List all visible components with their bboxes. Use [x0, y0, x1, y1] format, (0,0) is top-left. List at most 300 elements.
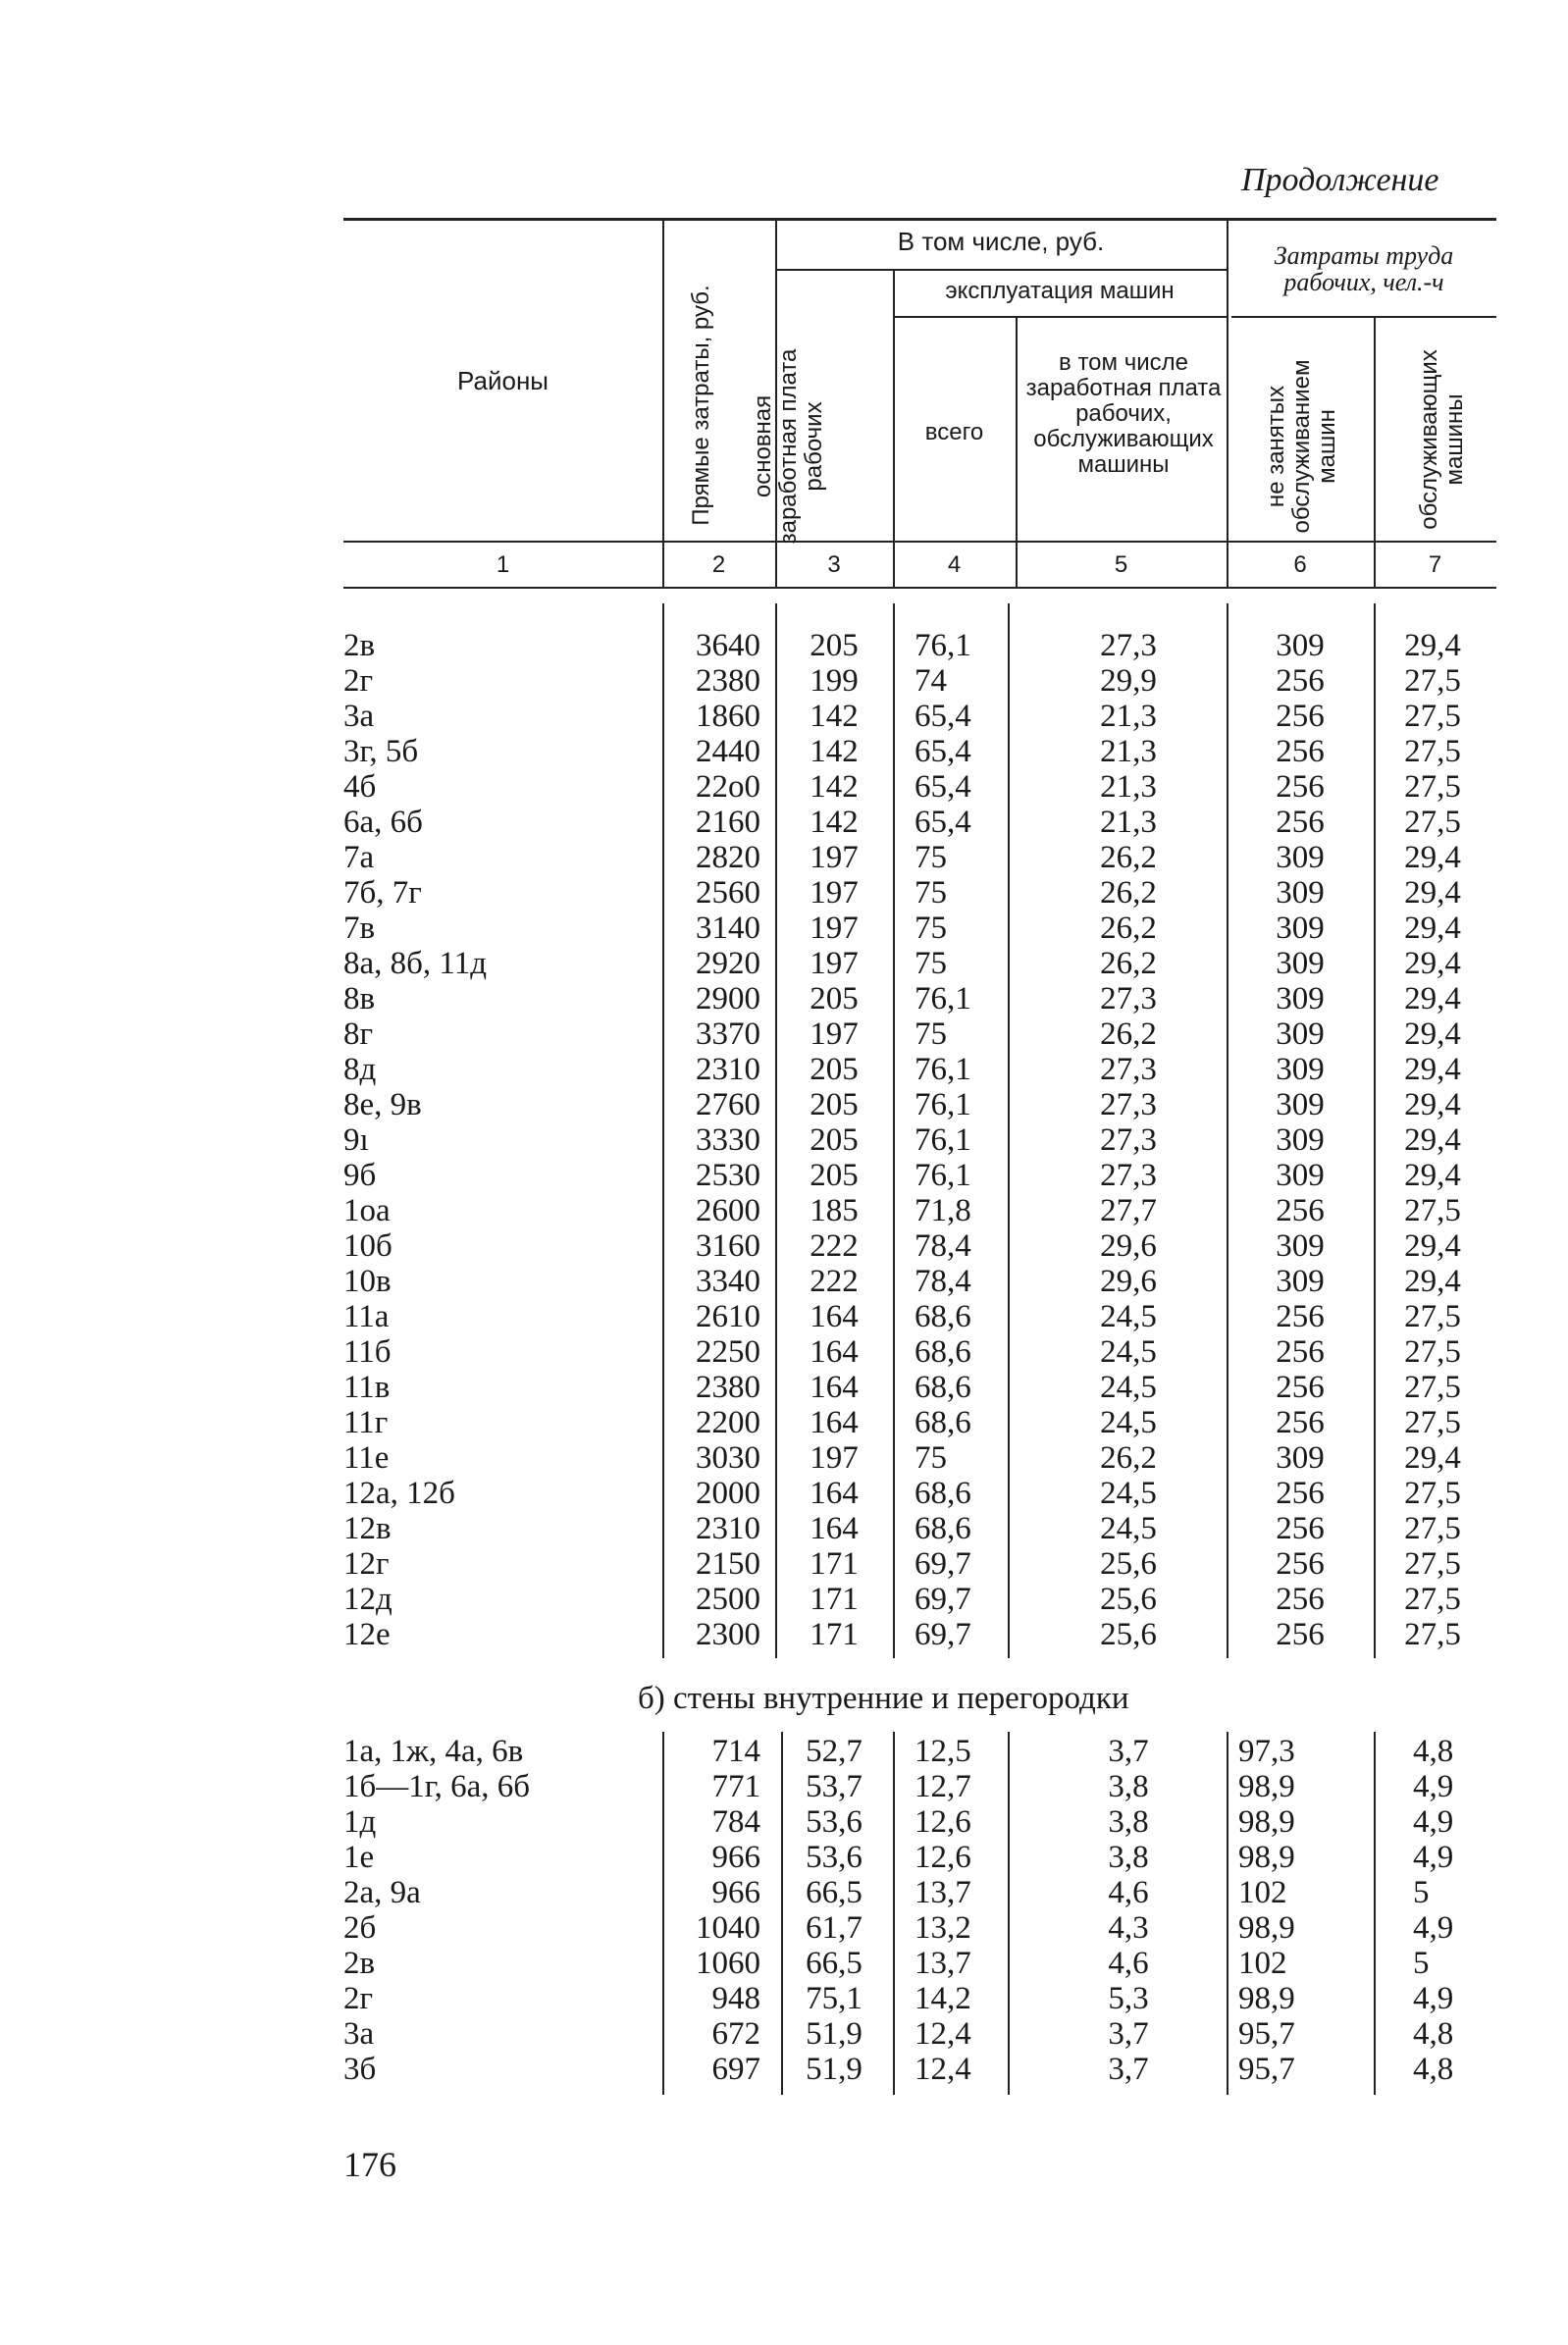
table-row: [0, 1617, 1568, 1652]
cell-wage: 51,9: [806, 2016, 862, 2052]
cell-labor-b: 27,5: [1404, 805, 1461, 840]
table-row: [0, 1582, 1568, 1617]
cell-labor-b: 29,4: [1404, 1228, 1461, 1264]
cell-machine-wage: 27,3: [1100, 1122, 1157, 1158]
cell-region: 12е: [343, 1617, 391, 1652]
cell-direct: 2440: [696, 734, 760, 769]
cell-wage: 185: [810, 1193, 859, 1228]
cell-wage: 51,9: [806, 2052, 862, 2087]
colnum-3: 3: [827, 551, 841, 578]
cell-direct: 3330: [696, 1122, 760, 1158]
cell-wage: 205: [810, 981, 859, 1016]
cell-total: 68,6: [915, 1299, 971, 1334]
cell-wage: 197: [810, 911, 859, 946]
cell-labor-a: 256: [1276, 1582, 1325, 1617]
cell-direct: 2500: [696, 1582, 760, 1617]
colnum-2: 2: [711, 551, 726, 578]
table-row: [0, 1804, 1568, 1840]
cell-wage: 171: [810, 1582, 859, 1617]
cell-machine-wage: 3,8: [1108, 1840, 1149, 1875]
cell-wage: 222: [810, 1228, 859, 1264]
cell-direct: 3640: [696, 628, 760, 663]
cell-direct: 2560: [696, 875, 760, 911]
cell-region: 8в: [343, 981, 376, 1016]
cell-labor-b: 29,4: [1404, 1052, 1461, 1087]
cell-region: 8а, 8б, 11д: [343, 946, 488, 981]
cell-region: 8г: [343, 1016, 374, 1052]
colnum-5: 5: [1114, 551, 1128, 578]
cell-wage: 164: [810, 1476, 859, 1511]
table-row: [0, 1370, 1568, 1405]
cell-machine-wage: 27,3: [1100, 1087, 1157, 1122]
cell-total: 12,4: [915, 2052, 971, 2087]
cell-total: 76,1: [915, 981, 971, 1016]
cell-labor-b: 5: [1413, 1875, 1430, 1910]
cell-labor-b: 4,9: [1413, 1840, 1454, 1875]
table-row: [0, 734, 1568, 769]
cell-machine-wage: 29,6: [1100, 1228, 1157, 1264]
cell-direct: 966: [711, 1875, 760, 1910]
cell-machine-wage: 26,2: [1100, 875, 1157, 911]
cell-total: 14,2: [915, 1981, 971, 2016]
cell-region: 1оа: [343, 1193, 391, 1228]
cell-wage: 164: [810, 1405, 859, 1440]
cell-total: 71,8: [915, 1193, 971, 1228]
cell-total: 76,1: [915, 1087, 971, 1122]
cell-machine-wage: 24,5: [1100, 1299, 1157, 1334]
cell-direct: 966: [711, 1840, 760, 1875]
cell-labor-a: 256: [1276, 1511, 1325, 1546]
table-row: [0, 1016, 1568, 1052]
cell-direct: 3030: [696, 1440, 760, 1476]
header-group-labor: Затраты труда рабочих, чел.-ч: [1274, 241, 1454, 296]
cell-region: 1е: [343, 1840, 375, 1875]
cell-labor-a: 98,9: [1238, 1769, 1295, 1804]
cell-region: 1д: [343, 1804, 377, 1840]
cell-labor-a: 98,9: [1238, 1981, 1295, 2016]
cell-region: 11а: [343, 1299, 390, 1334]
cell-region: 9б: [343, 1158, 377, 1193]
cell-total: 78,4: [915, 1228, 971, 1264]
cell-wage: 205: [810, 1122, 859, 1158]
cell-labor-a: 309: [1276, 1122, 1325, 1158]
group-machines-rule: [893, 316, 1227, 318]
table-row: [0, 1769, 1568, 1804]
cell-machine-wage: 29,9: [1100, 663, 1157, 699]
cell-region: 7в: [343, 911, 376, 946]
table-row: [0, 840, 1568, 875]
cell-labor-a: 256: [1276, 769, 1325, 805]
cell-labor-b: 27,5: [1404, 769, 1461, 805]
cell-direct: 2160: [696, 805, 760, 840]
cell-total: 65,4: [915, 734, 971, 769]
table-row: [0, 699, 1568, 734]
cell-labor-a: 309: [1276, 1016, 1325, 1052]
cell-labor-b: 4,9: [1413, 1769, 1454, 1804]
table-row: [0, 2016, 1568, 2052]
cell-direct: 2380: [696, 663, 760, 699]
cell-region: 12д: [343, 1582, 392, 1617]
cell-labor-a: 256: [1276, 1370, 1325, 1405]
cell-labor-b: 29,4: [1404, 1158, 1461, 1193]
cell-labor-a: 309: [1276, 1264, 1325, 1299]
cell-wage: 171: [810, 1546, 859, 1582]
cell-region: 12в: [343, 1511, 392, 1546]
cell-machine-wage: 5,3: [1108, 1981, 1149, 2016]
cell-total: 68,6: [915, 1476, 971, 1511]
continuation-caption: Продолжение: [1241, 162, 1439, 198]
cell-machine-wage: 26,2: [1100, 911, 1157, 946]
colnum-bottom-rule: [343, 587, 1496, 589]
cell-wage: 164: [810, 1334, 859, 1370]
cell-total: 68,6: [915, 1405, 971, 1440]
cell-direct: 2600: [696, 1193, 760, 1228]
cell-direct: 2920: [696, 946, 760, 981]
cell-total: 65,4: [915, 699, 971, 734]
colnum-7: 7: [1428, 551, 1442, 578]
cell-region: 11в: [343, 1370, 391, 1405]
cell-labor-a: 309: [1276, 946, 1325, 981]
cell-labor-b: 29,4: [1404, 875, 1461, 911]
cell-labor-b: 4,9: [1413, 1804, 1454, 1840]
cell-labor-b: 29,4: [1404, 1016, 1461, 1052]
cell-direct: 2900: [696, 981, 760, 1016]
cell-machine-wage: 4,3: [1108, 1910, 1149, 1946]
cell-machine-wage: 27,3: [1100, 628, 1157, 663]
cell-wage: 205: [810, 1052, 859, 1087]
cell-direct: 1040: [696, 1910, 760, 1946]
table-row: [0, 769, 1568, 805]
cell-direct: 1060: [696, 1946, 760, 1981]
header-servicing: обслуживающих машины: [1416, 349, 1468, 530]
cell-labor-a: 309: [1276, 875, 1325, 911]
group-cost-rule: [775, 269, 1227, 271]
cell-region: 2г: [343, 1981, 374, 2016]
cell-direct: 2250: [696, 1334, 760, 1370]
cell-region: 10б: [343, 1228, 392, 1264]
cell-labor-a: 256: [1276, 663, 1325, 699]
cell-wage: 164: [810, 1511, 859, 1546]
cell-region: 11е: [343, 1440, 390, 1476]
cell-machine-wage: 26,2: [1100, 1440, 1157, 1476]
cell-wage: 205: [810, 628, 859, 663]
table-row: [0, 981, 1568, 1016]
table-row: [0, 2052, 1568, 2087]
cell-labor-a: 256: [1276, 699, 1325, 734]
cell-wage: 197: [810, 1440, 859, 1476]
table-row: [0, 1405, 1568, 1440]
cell-labor-b: 4,9: [1413, 1981, 1454, 2016]
cell-labor-a: 98,9: [1238, 1804, 1295, 1840]
cell-labor-a: 256: [1276, 1405, 1325, 1440]
table-row: [0, 1087, 1568, 1122]
colnum-6: 6: [1293, 551, 1307, 578]
header-vline-6: [1374, 318, 1376, 587]
cell-machine-wage: 25,6: [1100, 1546, 1157, 1582]
cell-machine-wage: 29,6: [1100, 1264, 1157, 1299]
table-row: [0, 628, 1568, 663]
cell-wage: 52,7: [806, 1734, 862, 1769]
cell-region: 8д: [343, 1052, 377, 1087]
cell-region: 11б: [343, 1334, 392, 1370]
cell-labor-b: 29,4: [1404, 628, 1461, 663]
cell-labor-a: 102: [1238, 1875, 1287, 1910]
cell-region: 4б: [343, 769, 377, 805]
cell-wage: 197: [810, 1016, 859, 1052]
cell-labor-a: 309: [1276, 1440, 1325, 1476]
cell-labor-b: 5: [1413, 1946, 1430, 1981]
header-group-cost: В том числе, руб.: [897, 227, 1105, 256]
cell-wage: 142: [810, 769, 859, 805]
table-row: [0, 946, 1568, 981]
cell-labor-b: 27,5: [1404, 663, 1461, 699]
cell-machine-wage: 27,3: [1100, 1052, 1157, 1087]
cell-labor-a: 98,9: [1238, 1840, 1295, 1875]
cell-machine-wage: 3,8: [1108, 1804, 1149, 1840]
header-direct-costs: Прямые затраты, руб.: [688, 285, 714, 526]
cell-region: 2б: [343, 1910, 377, 1946]
cell-direct: 948: [711, 1981, 760, 2016]
cell-labor-a: 309: [1276, 911, 1325, 946]
cell-labor-a: 256: [1276, 1617, 1325, 1652]
cell-direct: 2000: [696, 1476, 760, 1511]
cell-region: 3г, 5б: [343, 734, 419, 769]
cell-machine-wage: 21,3: [1100, 734, 1157, 769]
cell-direct: 784: [711, 1804, 760, 1840]
cell-labor-a: 102: [1238, 1946, 1287, 1981]
cell-machine-wage: 21,3: [1100, 805, 1157, 840]
cell-total: 75: [915, 911, 947, 946]
cell-labor-b: 27,5: [1404, 1299, 1461, 1334]
cell-total: 75: [915, 946, 947, 981]
cell-labor-b: 27,5: [1404, 1476, 1461, 1511]
cell-labor-a: 256: [1276, 1193, 1325, 1228]
table-row: [0, 1122, 1568, 1158]
table-row: [0, 1476, 1568, 1511]
cell-wage: 61,7: [806, 1910, 862, 1946]
cell-labor-b: 29,4: [1404, 840, 1461, 875]
cell-wage: 205: [810, 1087, 859, 1122]
cell-wage: 164: [810, 1370, 859, 1405]
cell-machine-wage: 26,2: [1100, 946, 1157, 981]
cell-labor-b: 29,4: [1404, 1440, 1461, 1476]
cell-labor-b: 4,9: [1413, 1910, 1454, 1946]
cell-region: 9ı: [343, 1122, 369, 1158]
cell-labor-b: 29,4: [1404, 1087, 1461, 1122]
cell-total: 74: [915, 663, 947, 699]
cell-labor-a: 98,9: [1238, 1910, 1295, 1946]
table-top-rule: [343, 218, 1496, 221]
cell-wage: 53,6: [806, 1840, 862, 1875]
cell-total: 12,6: [915, 1804, 971, 1840]
cell-region: 12г: [343, 1546, 390, 1582]
cell-labor-b: 27,5: [1404, 1370, 1461, 1405]
cell-wage: 142: [810, 734, 859, 769]
table-row: [0, 1981, 1568, 2016]
cell-labor-b: 27,5: [1404, 1546, 1461, 1582]
cell-total: 75: [915, 1440, 947, 1476]
cell-wage: 197: [810, 840, 859, 875]
cell-direct: 697: [711, 2052, 760, 2087]
header-regions: Районы: [457, 366, 549, 395]
cell-labor-b: 4,8: [1413, 2052, 1454, 2087]
cell-labor-a: 256: [1276, 1546, 1325, 1582]
cell-machine-wage: 4,6: [1108, 1946, 1149, 1981]
cell-machine-wage: 26,2: [1100, 840, 1157, 875]
cell-total: 68,6: [915, 1511, 971, 1546]
cell-labor-a: 256: [1276, 805, 1325, 840]
cell-labor-a: 309: [1276, 628, 1325, 663]
cell-total: 13,7: [915, 1946, 971, 1981]
cell-region: 3а: [343, 2016, 375, 2052]
cell-machine-wage: 25,6: [1100, 1617, 1157, 1652]
table-row: [0, 1264, 1568, 1299]
cell-labor-b: 27,5: [1404, 1193, 1461, 1228]
cell-total: 75: [915, 840, 947, 875]
cell-labor-a: 256: [1276, 1299, 1325, 1334]
header-base-wage: основная заработная плата рабочих: [750, 348, 827, 545]
table-row: [0, 1440, 1568, 1476]
cell-direct: 22о0: [696, 769, 760, 805]
cell-region: 2г: [343, 663, 374, 699]
cell-wage: 197: [810, 875, 859, 911]
cell-direct: 2150: [696, 1546, 760, 1582]
cell-labor-b: 4,8: [1413, 2016, 1454, 2052]
cell-labor-b: 27,5: [1404, 734, 1461, 769]
header-total: всего: [924, 419, 984, 445]
colnum-1: 1: [496, 551, 510, 578]
cell-direct: 2380: [696, 1370, 760, 1405]
table-row: [0, 875, 1568, 911]
cell-region: 2в: [343, 628, 376, 663]
cell-total: 12,5: [915, 1734, 971, 1769]
section-b-heading: б) стены внутренние и перегородки: [638, 1681, 1129, 1716]
group-labor-rule: [1231, 316, 1496, 318]
cell-total: 12,4: [915, 2016, 971, 2052]
table-row: [0, 1193, 1568, 1228]
cell-direct: 3340: [696, 1264, 760, 1299]
cell-labor-b: 27,5: [1404, 1405, 1461, 1440]
cell-labor-b: 29,4: [1404, 981, 1461, 1016]
cell-direct: 3370: [696, 1016, 760, 1052]
cell-wage: 142: [810, 699, 859, 734]
cell-wage: 171: [810, 1617, 859, 1652]
table-row: [0, 1840, 1568, 1875]
cell-region: 2в: [343, 1946, 376, 1981]
header-vline-5: [1227, 221, 1228, 587]
cell-direct: 714: [711, 1734, 760, 1769]
cell-direct: 2760: [696, 1087, 760, 1122]
colnum-4: 4: [947, 551, 962, 578]
table-row: [0, 1299, 1568, 1334]
cell-machine-wage: 27,7: [1100, 1193, 1157, 1228]
cell-direct: 771: [711, 1769, 760, 1804]
cell-wage: 205: [810, 1158, 859, 1193]
cell-wage: 222: [810, 1264, 859, 1299]
cell-machine-wage: 24,5: [1100, 1476, 1157, 1511]
cell-region: 2а, 9а: [343, 1875, 421, 1910]
cell-labor-a: 95,7: [1238, 2052, 1295, 2087]
cell-machine-wage: 24,5: [1100, 1370, 1157, 1405]
cell-labor-b: 29,4: [1404, 946, 1461, 981]
cell-machine-wage: 24,5: [1100, 1334, 1157, 1370]
cell-region: 3а: [343, 699, 375, 734]
cell-wage: 199: [810, 663, 859, 699]
cell-labor-a: 309: [1276, 1158, 1325, 1193]
table-row: [0, 1546, 1568, 1582]
cell-machine-wage: 27,3: [1100, 981, 1157, 1016]
table-row: [0, 805, 1568, 840]
cell-labor-a: 256: [1276, 1334, 1325, 1370]
cell-total: 76,1: [915, 628, 971, 663]
cell-region: 1а, 1ж, 4а, 6в: [343, 1734, 524, 1769]
cell-labor-a: 309: [1276, 981, 1325, 1016]
cell-labor-b: 29,4: [1404, 911, 1461, 946]
cell-labor-a: 309: [1276, 1087, 1325, 1122]
cell-machine-wage: 3,7: [1108, 2016, 1149, 2052]
table-row: [0, 1875, 1568, 1910]
cell-total: 78,4: [915, 1264, 971, 1299]
cell-total: 65,4: [915, 769, 971, 805]
table-row: [0, 1511, 1568, 1546]
cell-total: 12,6: [915, 1840, 971, 1875]
cell-region: 10в: [343, 1264, 392, 1299]
cell-total: 13,2: [915, 1910, 971, 1946]
cell-direct: 2610: [696, 1299, 760, 1334]
cell-labor-b: 27,5: [1404, 1334, 1461, 1370]
cell-direct: 1860: [696, 699, 760, 734]
cell-machine-wage: 26,2: [1100, 1016, 1157, 1052]
cell-labor-b: 29,4: [1404, 1122, 1461, 1158]
cell-machine-wage: 3,7: [1108, 1734, 1149, 1769]
table-row: [0, 1228, 1568, 1264]
cell-direct: 3140: [696, 911, 760, 946]
cell-labor-b: 27,5: [1404, 1617, 1461, 1652]
page-number: 176: [343, 2145, 396, 2184]
cell-machine-wage: 25,6: [1100, 1582, 1157, 1617]
cell-wage: 142: [810, 805, 859, 840]
cell-total: 65,4: [915, 805, 971, 840]
cell-total: 69,7: [915, 1617, 971, 1652]
cell-total: 68,6: [915, 1370, 971, 1405]
cell-region: 11г: [343, 1405, 389, 1440]
table-row: [0, 1946, 1568, 1981]
cell-region: 12а, 12б: [343, 1476, 455, 1511]
table-row: [0, 1052, 1568, 1087]
cell-total: 12,7: [915, 1769, 971, 1804]
cell-direct: 2310: [696, 1511, 760, 1546]
header-machine-wage: в том числе заработная плата рабочих, обслуживающих машины: [1025, 349, 1222, 478]
cell-labor-b: 4,8: [1413, 1734, 1454, 1769]
table-row: [0, 1334, 1568, 1370]
table-row: [0, 663, 1568, 699]
cell-direct: 3160: [696, 1228, 760, 1264]
table-row: [0, 1734, 1568, 1769]
header-vline-4: [1016, 318, 1018, 587]
cell-labor-a: 95,7: [1238, 2016, 1295, 2052]
cell-labor-b: 27,5: [1404, 699, 1461, 734]
cell-total: 69,7: [915, 1582, 971, 1617]
cell-wage: 53,7: [806, 1769, 862, 1804]
cell-machine-wage: 24,5: [1100, 1405, 1157, 1440]
table-row: [0, 1158, 1568, 1193]
cell-direct: 2200: [696, 1405, 760, 1440]
cell-labor-b: 29,4: [1404, 1264, 1461, 1299]
header-group-machines: эксплуатация машин: [945, 278, 1175, 304]
cell-labor-b: 27,5: [1404, 1582, 1461, 1617]
cell-machine-wage: 21,3: [1100, 769, 1157, 805]
cell-machine-wage: 24,5: [1100, 1511, 1157, 1546]
